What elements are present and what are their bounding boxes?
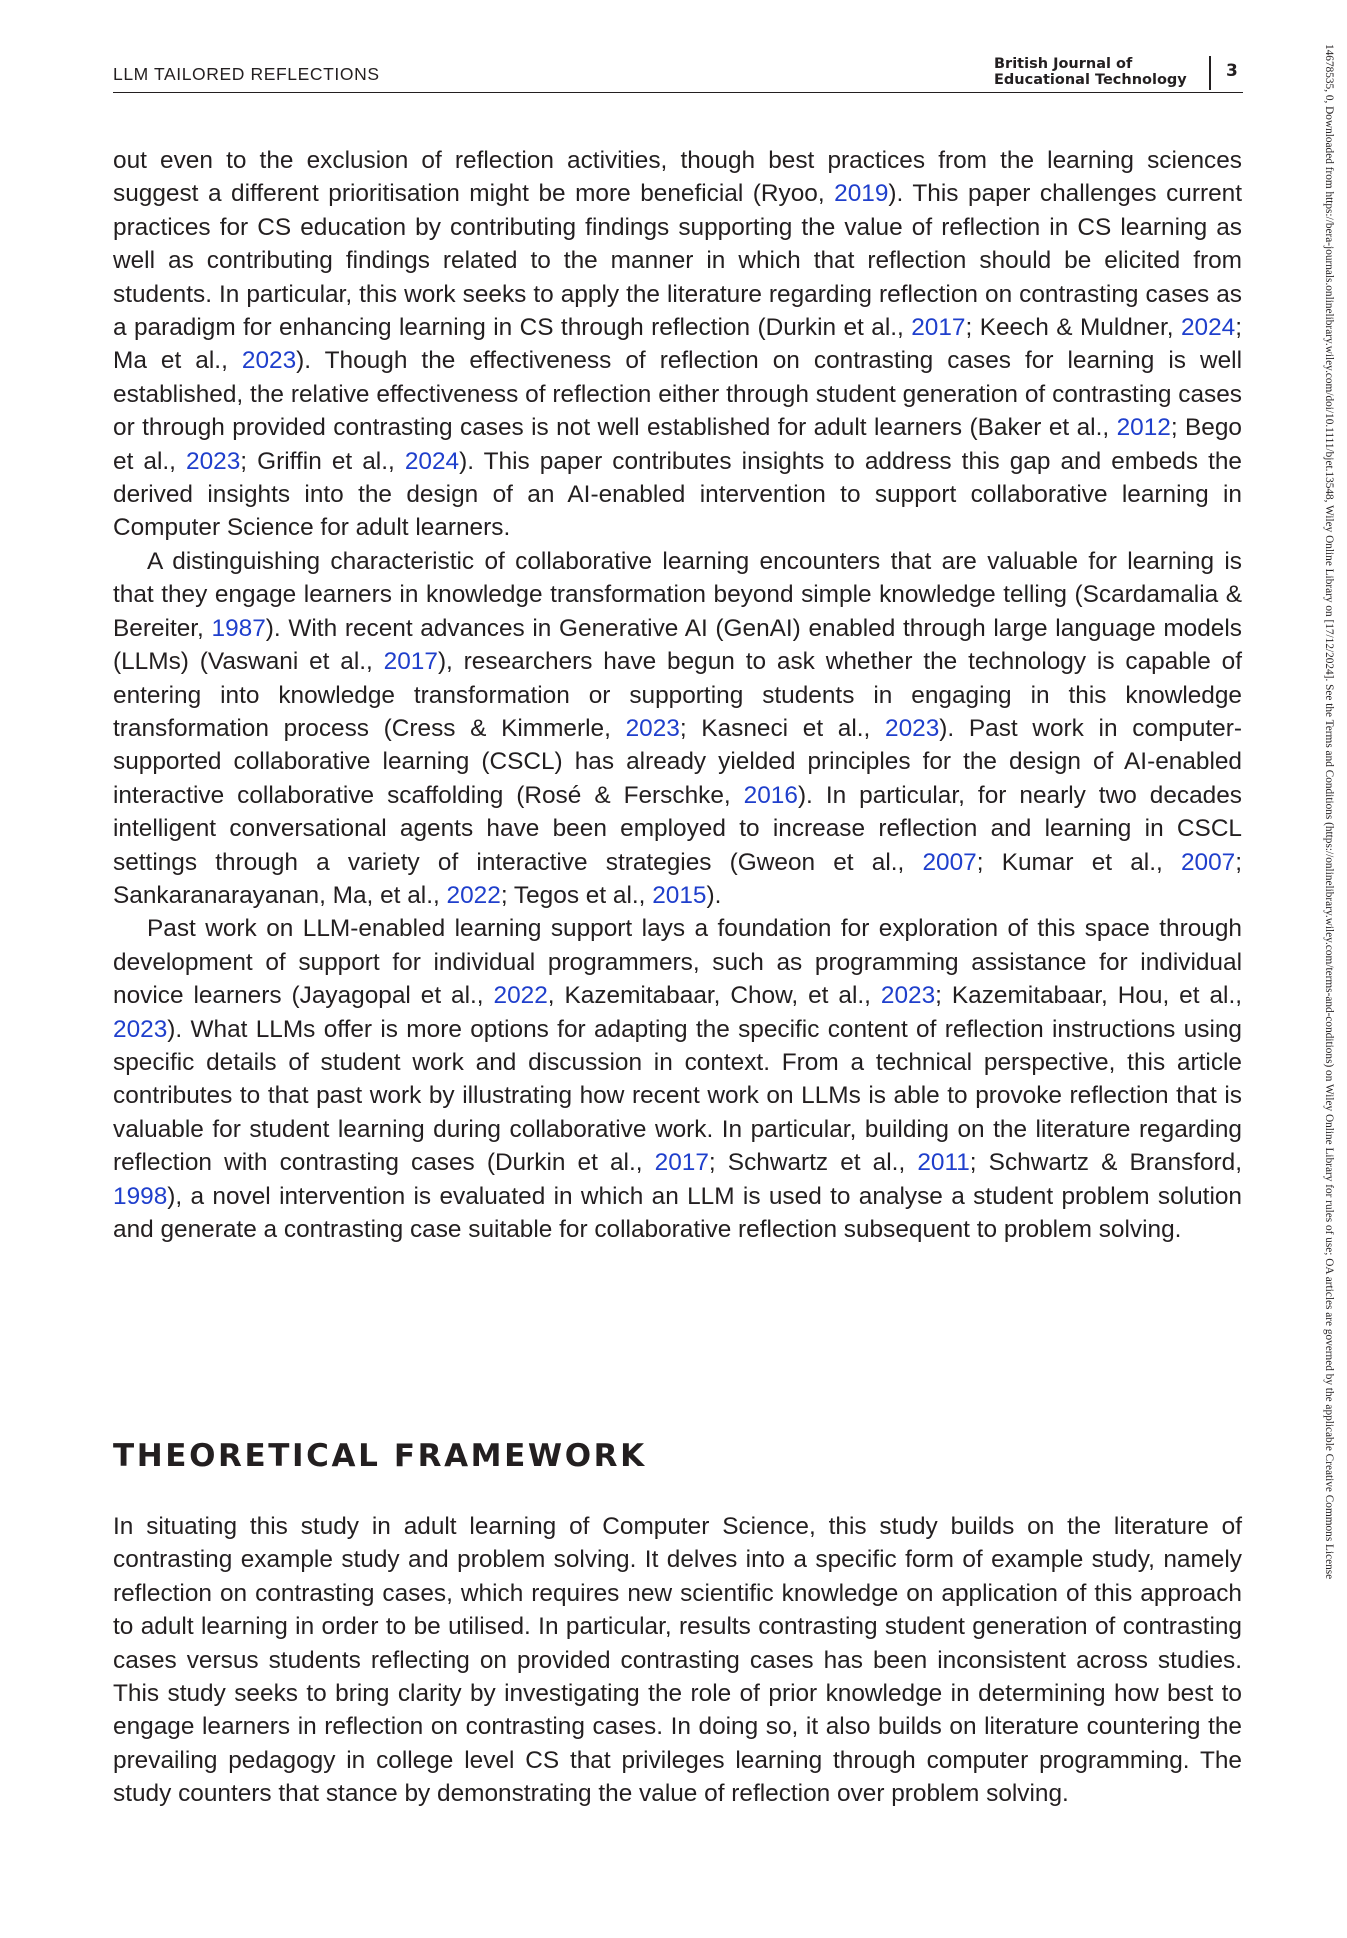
citation-link[interactable]: 2023 <box>241 347 297 375</box>
journal-name-line1: British Journal of <box>994 56 1133 72</box>
text-segment: ). <box>706 881 722 909</box>
text-segment: ). What LLMs offer is more options for adapting the specific content of reflection instructions using specific details of student work and discussion in context. From a technical perspective, this article contributes to that past work by illustrating how recent work on LLMs is able to provoke reflection that is valuable for student learning during collaborative work. In particular, building on the literature regarding reflection with contrasting cases (Durkin et al., <box>113 1015 1242 1177</box>
text-segment: ; Griffin et al., <box>240 447 405 475</box>
citation-link[interactable]: 2023 <box>113 1015 168 1043</box>
text-segment: ; Tegos et al., <box>500 881 653 909</box>
body-text-intro <box>113 144 1242 1246</box>
citation-link[interactable]: 2017 <box>911 314 966 342</box>
text-segment: ). Though the effectiveness of reflection on contrasting cases for learning is well established, the relative effectiveness of reflection either through student generation of contrasting cases or through provided contrasting cases is not well established for adult learners (Baker et al., <box>113 347 1242 442</box>
section-heading: THEORETICAL FRAMEWORK <box>113 1438 647 1474</box>
citation-link[interactable]: 2019 <box>834 180 889 208</box>
text-segment: out even to the exclusion of reflection activities, though best practices from the learning sciences suggest a different prioritisation might be more beneficial (Ryoo, <box>113 147 1242 208</box>
journal-name-line2: Educational Technology <box>994 72 1187 88</box>
citation-link[interactable]: 2022 <box>446 881 501 909</box>
citation-link[interactable]: 2011 <box>917 1149 970 1177</box>
header-rule <box>113 92 1243 93</box>
text-segment: , Kazemitabaar, Chow, et al., <box>547 982 881 1010</box>
citation-link[interactable]: 2022 <box>493 982 548 1010</box>
text-segment: ), a novel intervention is evaluated in which an LLM is used to analyse a student problem solution and generate a contrasting case suitable for collaborative reflection subsequent to problem solving. <box>113 1182 1242 1243</box>
citation-link[interactable]: 2012 <box>1116 414 1171 442</box>
text-segment: Past work on LLM-enabled learning support lays a foundation for exploration of this space through development of support for individual programmers, such as programming assistance for individual novice learners (Jayagopal et al., <box>113 915 1242 1010</box>
text-segment: ). This paper challenges current practices for CS education by contributing findings supporting the value of reflection in CS learning as well as contributing findings related to the manner in which that reflection should be elicited from students. In particular, this work seeks to apply the literature regarding reflection on contrasting cases as a paradigm for enhancing learning in CS through reflection (Durkin et al., <box>113 180 1242 342</box>
citation-link[interactable]: 2015 <box>652 881 707 909</box>
citation-link[interactable]: 2016 <box>743 781 798 809</box>
citation-link[interactable]: 2017 <box>383 648 438 676</box>
citation-link[interactable]: 2007 <box>1180 848 1236 876</box>
text-segment: ; Schwartz et al., <box>708 1149 918 1177</box>
text-segment: ). This paper contributes insights to address this gap and embeds the derived insights into the design of an AI-enabled intervention to support collaborative learning in Computer Science for adult learners. <box>113 447 1242 542</box>
body-text-framework <box>113 1510 1242 1811</box>
running-head: LLM TAILORED REFLECTIONS <box>113 64 380 84</box>
citation-link[interactable]: 2017 <box>654 1149 709 1177</box>
paragraph-3 <box>113 912 1242 1246</box>
citation-link[interactable]: 2023 <box>625 714 680 742</box>
text-segment: ). With recent advances in Generative AI (GenAI) enabled through large language models (LLMs) (Vaswani et al., <box>113 614 1242 676</box>
text-segment: ; Schwartz & Bransford, <box>969 1149 1243 1177</box>
text-segment: ; Bego et al., <box>113 414 1242 475</box>
text-segment: ; Ma et al., <box>113 314 1243 375</box>
citation-link[interactable]: 2007 <box>922 848 977 876</box>
text-segment: ; Kumar et al., <box>976 848 1181 876</box>
citation-link[interactable]: 2023 <box>885 714 940 742</box>
text-segment: ; Sankaranarayanan, Ma, et al., <box>113 848 1242 909</box>
text-segment: ). In particular, for nearly two decades intelligent conversational agents have been employed to increase reflection and learning in CSCL settings through a variety of interactive strategies (Gweon et al., <box>113 781 1242 876</box>
page-number: 3 <box>1226 61 1238 81</box>
citation-link[interactable]: 1987 <box>211 614 266 642</box>
citation-link[interactable]: 2024 <box>1180 314 1236 342</box>
download-notice: 14678535, 0, Downloaded from https://bera-journals.onlinelibrary.wiley.com/doi/10.1111/bjet.13548, Wiley Online Library on [17/12/2024]. See the Terms and Conditions (https://onlinelibrary.wiley.com/terms-and-conditions) on Wiley Online Library for rules of use; OA articles are governed by the applicable Creative Commons License <box>1323 44 1335 1580</box>
citation-link[interactable]: 2023 <box>186 447 241 475</box>
text-segment: ; Keech & Muldner, <box>965 314 1181 342</box>
journal-name <box>994 56 1187 88</box>
text-segment: ), researchers have begun to ask whether the technology is capable of entering into knowledge transformation or supporting students in engaging in this knowledge transformation process (Cress & Kimmerle, <box>113 648 1243 742</box>
text-segment: A distinguishing characteristic of collaborative learning encounters that are valuable for learning is that they engage learners in knowledge transformation beyond simple knowledge telling (Scardamalia & Bereiter, <box>113 547 1242 642</box>
paragraph-2 <box>113 545 1242 912</box>
citation-link[interactable]: 1998 <box>113 1182 168 1210</box>
citation-link[interactable]: 2023 <box>880 982 936 1010</box>
text-segment: ; Kazemitabaar, Hou, et al., <box>935 982 1242 1010</box>
text-segment: ; Kasneci et al., <box>679 714 886 742</box>
citation-link[interactable]: 2024 <box>404 447 460 475</box>
header-divider <box>1209 56 1211 90</box>
paragraph-1 <box>113 144 1242 545</box>
text-segment: ). Past work in computer-supported collaborative learning (CSCL) has already yielded principles for the design of AI-enabled interactive collaborative scaffolding (Rosé & Ferschke, <box>113 714 1242 809</box>
framework-paragraph: In situating this study in adult learning of Computer Science, this study builds on the literature of contrasting example study and problem solving. It delves into a specific form of example study, namely reflection on contrasting cases, which requires new scientific knowledge on application of this approach to adult learning in order to be utilised. In particular, results contrasting student generation of contrasting cases versus students reflecting on provided contrasting cases has been inconsistent across studies. This study seeks to bring clarity by investigating the role of prior knowledge in determining how best to engage learners in reflection on contrasting cases. In doing so, it also builds on literature countering the prevailing pedagogy in college level CS that privileges learning through computer programming. The study counters that stance by demonstrating the value of reflection over problem solving. <box>113 1513 1242 1808</box>
page-header <box>113 56 1242 92</box>
